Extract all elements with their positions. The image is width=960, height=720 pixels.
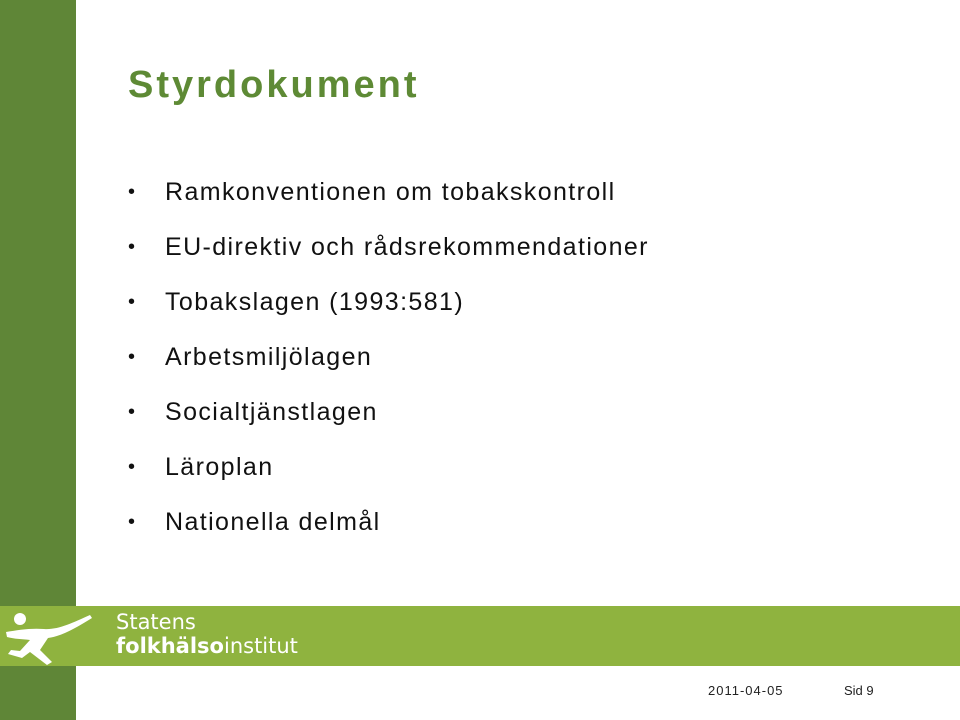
bullet-item — [128, 278, 649, 333]
bullet-text: Arbetsmiljölagen — [165, 343, 373, 371]
bullet-text: Ramkonventionen om tobakskontroll — [165, 178, 616, 206]
bullet-list — [128, 168, 649, 553]
bullet-dot: • — [128, 456, 137, 478]
bullet-text: Nationella delmål — [165, 508, 381, 536]
footer-page-number: Sid 9 — [844, 683, 874, 698]
logo-word-regular: institut — [223, 634, 298, 658]
bullet-dot: • — [128, 511, 137, 533]
logo-word-bold: folkhälso — [116, 634, 224, 658]
logo-wordmark — [116, 612, 298, 657]
bullet-item — [128, 168, 649, 223]
logo-line-statens: Statens — [116, 610, 196, 634]
bullet-text: Socialtjänstlagen — [165, 398, 378, 426]
running-figure-icon — [0, 606, 100, 666]
bullet-text: Läroplan — [165, 453, 274, 481]
bullet-text: EU-direktiv och rådsrekommendationer — [165, 233, 649, 261]
bullet-dot: • — [128, 181, 137, 203]
bullet-dot: • — [128, 346, 137, 368]
bullet-item — [128, 388, 649, 443]
bullet-dot: • — [128, 401, 137, 423]
slide-title: Styrdokument — [128, 64, 420, 106]
bullet-item — [128, 498, 649, 553]
logo-line-institute — [116, 636, 298, 657]
bullet-item — [128, 443, 649, 498]
bullet-item — [128, 223, 649, 278]
bullet-dot: • — [128, 291, 137, 313]
bullet-item — [128, 333, 649, 388]
footer-date: 2011-04-05 — [708, 683, 784, 698]
bullet-text: Tobakslagen (1993:581) — [165, 288, 465, 316]
bullet-dot: • — [128, 236, 137, 258]
